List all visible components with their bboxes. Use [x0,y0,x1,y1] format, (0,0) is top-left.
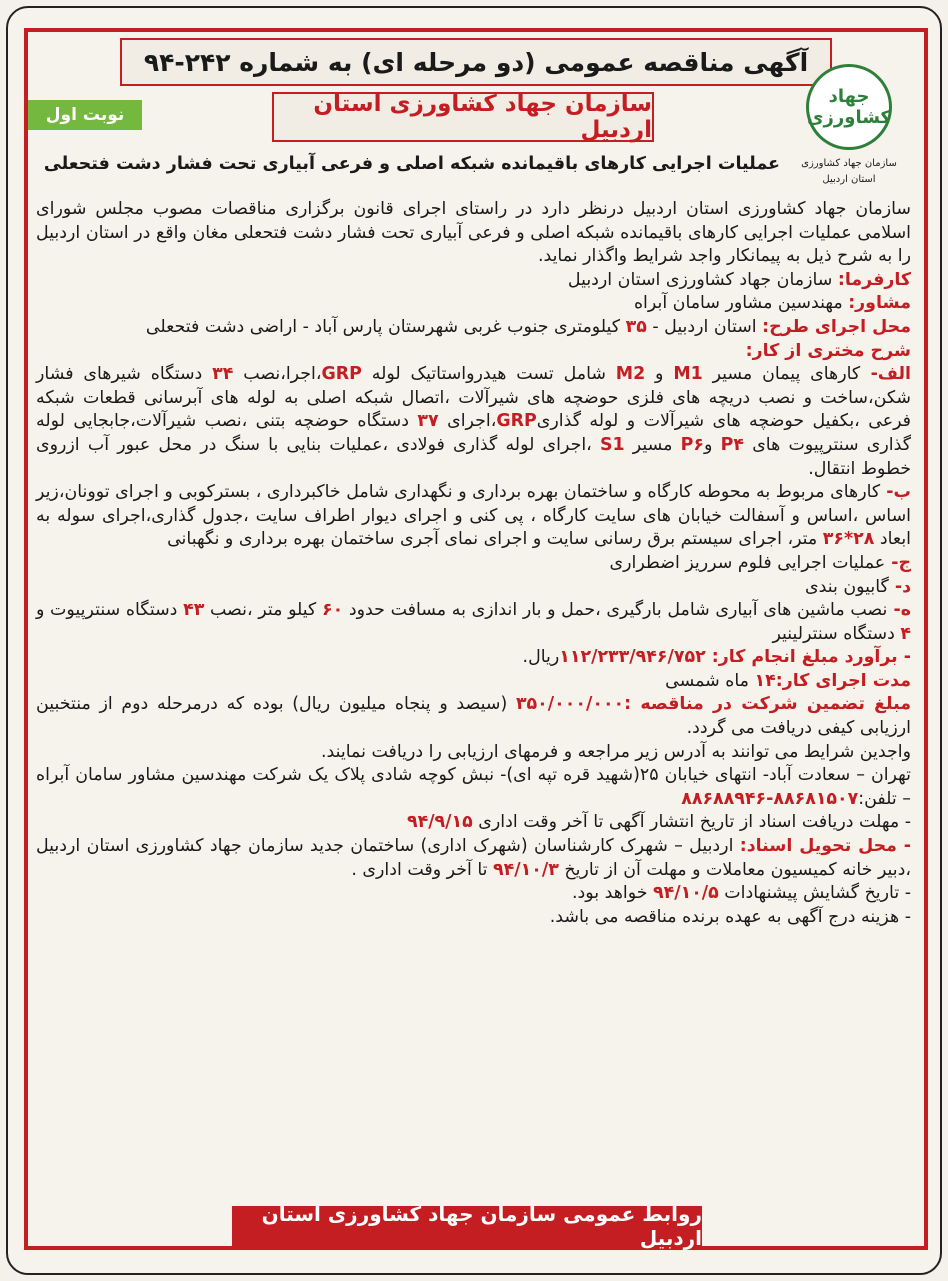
logo-text: جهاد کشاورزی [807,86,891,128]
scope-line [36,340,911,364]
pipe-grp-2: GRP [496,411,537,432]
item-a-text-2: و [645,364,674,385]
item-e-text-2: کیلو متر ،نصب [204,600,322,621]
location-text-a: استان اردبیل - [646,316,763,337]
guarantee-label: مبلغ تضمین شرکت در مناقصه : [624,694,911,715]
item-d-label: د- [888,576,911,597]
item-e-label: ه- [887,600,911,621]
shed-dimensions: ۲۸*۳۶ [822,529,875,550]
item-a-text-1: کارهای پیمان مسیر [702,364,861,385]
guarantee-value: ۳۵۰/۰۰۰/۰۰۰ [515,694,625,715]
location-distance: ۳۵ [625,316,647,337]
item-b-text-2: متر، اجرای سیستم برق رسانی سایت و اجرای نمای آجری ساختمان بهره برداری و نگهبانی [167,529,823,550]
opening-line [36,882,911,906]
duration-line [36,670,911,694]
logo-emblem [806,64,892,150]
intro-paragraph: سازمان جهاد کشاورزی استان اردبیل درنظر دارد در راستای اجرای قانون برگزاری مناقصات مصوب مجلس شورای اسلامی عملیات اجرایی کارهای باقیمانده شبکه اصلی و فرعی آبیاری تحت فشار دشت فتحعلی مغان واقع در استان اردبیل را به شرح ذیل به پیمانکار واجد شرایط واگذار نماید. [36,199,911,267]
scope-item-d [36,576,911,600]
consultant-line [36,292,911,316]
duration-value: ۱۴ [754,670,776,691]
route-m2: M2 [615,364,646,385]
consultant-label: مشاور: [848,293,911,314]
opening-date: ۹۴/۱۰/۵ [653,883,719,904]
notice-title: آگهی مناقصه عمومی (دو مرحله ای) به شماره ۲۴۲-۹۴ [120,38,832,86]
deadline-text: - مهلت دریافت اسناد از تاریخ انتشار آگهی تا آخر وقت اداری [472,812,911,833]
scope-item-c [36,552,911,576]
item-e-text-1: نصب ماشین های آبیاری شامل بارگیری ،حمل و بار اندازی به مسافت حدود [343,600,888,621]
route-m1: M1 [673,364,703,385]
consultant-value: مهندسین مشاور سامان آبراه [633,293,849,314]
location-label: محل اجرای طرح: [762,316,911,337]
linear-count: ۴ [900,623,911,644]
logo-caption-line-1: سازمان جهاد کشاورزی [801,158,897,169]
pivot-p4: P۴ [720,434,745,455]
logo-caption [794,156,904,188]
item-e-text-4: دستگاه سنترلینیر [772,623,901,644]
estimate-line [36,646,911,670]
pivot-p6: P۶ [680,434,705,455]
guarantee-line [36,693,911,740]
transport-distance: ۶۰ [322,600,344,621]
item-c-label: ج- [885,552,911,573]
delivery-label: - محل تحویل اسناد: [739,836,912,857]
eligible-line: واجدین شرایط می توانند به آدرس زیر مراجعه و فرمهای ارزیابی را دریافت نمایند. [321,741,911,762]
duration-unit: ماه شمسی [665,670,755,691]
scope-item-e [36,599,911,646]
scope-item-b [36,481,911,552]
organization-name: سازمان جهاد کشاورزی استان اردبیل [272,92,654,142]
organization-logo [794,64,904,194]
employer-value: سازمان جهاد کشاورزی استان اردبیل [567,269,838,290]
item-e-text-3: دستگاه سنترپیوت و [36,600,184,621]
opening-end: خواهد بود. [571,883,653,904]
delivery-end: تا آخر وقت اداری . [351,859,494,880]
item-a-text-3: شامل تست هیدرواستاتیک لوله [361,364,616,385]
item-d-text: گابیون بندی [805,576,889,597]
item-a-text-6: ،اجرای [438,411,497,432]
tender-subject: عملیات اجرایی کارهای باقیمانده شبکه اصلی و فرعی آبیاری تحت فشار دشت فتحعلی [43,154,780,174]
item-b-label: ب- [880,482,912,503]
logo-caption-line-2: استان اردبیل [822,174,876,185]
estimate-label: - برآورد مبلغ انجام کار: [705,647,911,668]
centerpivot-count: ۴۳ [183,600,205,621]
estimate-value: ۱۱۲/۲۳۳/۹۴۶/۷۵۲ [559,647,706,668]
item-c-text: عملیات اجرایی فلوم سرریز اضطراری [609,552,886,573]
employer-label: کارفرما: [837,269,911,290]
item-a-text-4: ،اجرا،نصب [233,364,322,385]
cost-line: - هزینه درج آگهی به عهده برنده مناقصه می باشد. [549,906,911,927]
address-text: تهران – سعادت آباد- انتهای خیابان ۲۵(شهید قره تپه ای)- نبش کوچه شادی پلاک یک شرکت مهندسین مشاور سامان آبراه – تلفن: [36,765,912,809]
phone-numbers: ۸۸۶۸۱۵۰۷-۸۸۶۸۸۹۴۶ [681,788,859,809]
item-a-text-9: مسیر [624,434,681,455]
valve-count: ۳۴ [212,364,234,385]
scope-item-a [36,363,911,481]
basin-count: ۳۷ [417,411,439,432]
round-badge: نوبت اول [28,100,142,130]
deadline-date: ۹۴/۹/۱۵ [406,812,473,833]
public-relations-footer: روابط عمومی سازمان جهاد کشاورزی استان اردبیل [232,1206,702,1246]
delivery-date: ۹۴/۱۰/۳ [493,859,559,880]
opening-text: - تاریخ گشایش پیشنهادات [718,883,911,904]
guarantee-text: (سیصد و پنجاه میلیون ریال) بوده که درمرحله دوم از منتخبین ارزیابی کیفی دریافت می گردد. [36,694,911,739]
notice-body [36,198,911,1204]
delivery-text: اردبیل – شهرک کارشناسان (شهرک اداری) ساختمان جدید سازمان جهاد کشاورزی استان اردبیل ،دبیر خانه کمیسیون معاملات و مهلت آن از تاریخ [36,836,911,880]
item-a-text-5: دستگاه شیرهای فشار شکن،ساخت و نصب دریچه های فلزی حوضچه های شیرآلات ،اتصال شبکه اصلی به لوله های آبرسانی قطعات شبکه فرعی ،بکفیل حوضچه های شیرآلات و لوله گذاری [36,364,911,432]
deadline-line [36,811,911,835]
location-line [36,316,911,340]
scope-label: شرح مختری از کار: [745,340,911,361]
duration-label: مدت اجرای کار: [775,670,911,691]
item-a-label: الف- [860,364,912,385]
item-a-text-8: و [704,434,721,455]
location-text-b: کیلومتری جنوب غربی شهرستان پارس آباد - اراضی دشت فتحعلی [145,316,626,337]
item-b-text-1: کارهای مربوط به محوطه کارگاه و ساختمان بهره برداری و نگهداری شامل خاکبرداری ، بسترکوبی و اجرای توونان،زیر اساس ،اساس و آسفالت خیابان های سایت کارگاه ، پی کنی و اجرای دیوار اطراف سایت ،جدول گذاری،اجرای سوله به ابعاد [36,482,911,550]
estimate-unit: ریال. [522,647,560,668]
employer-line [36,269,911,293]
pipe-grp-1: GRP [321,364,362,385]
address-line [36,764,911,811]
route-s1: S1 [599,434,625,455]
item-a-text-10: ،اجرای لوله گذاری فولادی ،عملیات بنایی با سنگ در محل عبور آب ازروی خطوط انتقال. [36,434,911,479]
delivery-line [36,835,911,882]
item-a-text-7: دستگاه حوضچه بتنی ،نصب شیرآلات،جابجایی لوله گذاری سنترپیوت های [36,411,911,455]
